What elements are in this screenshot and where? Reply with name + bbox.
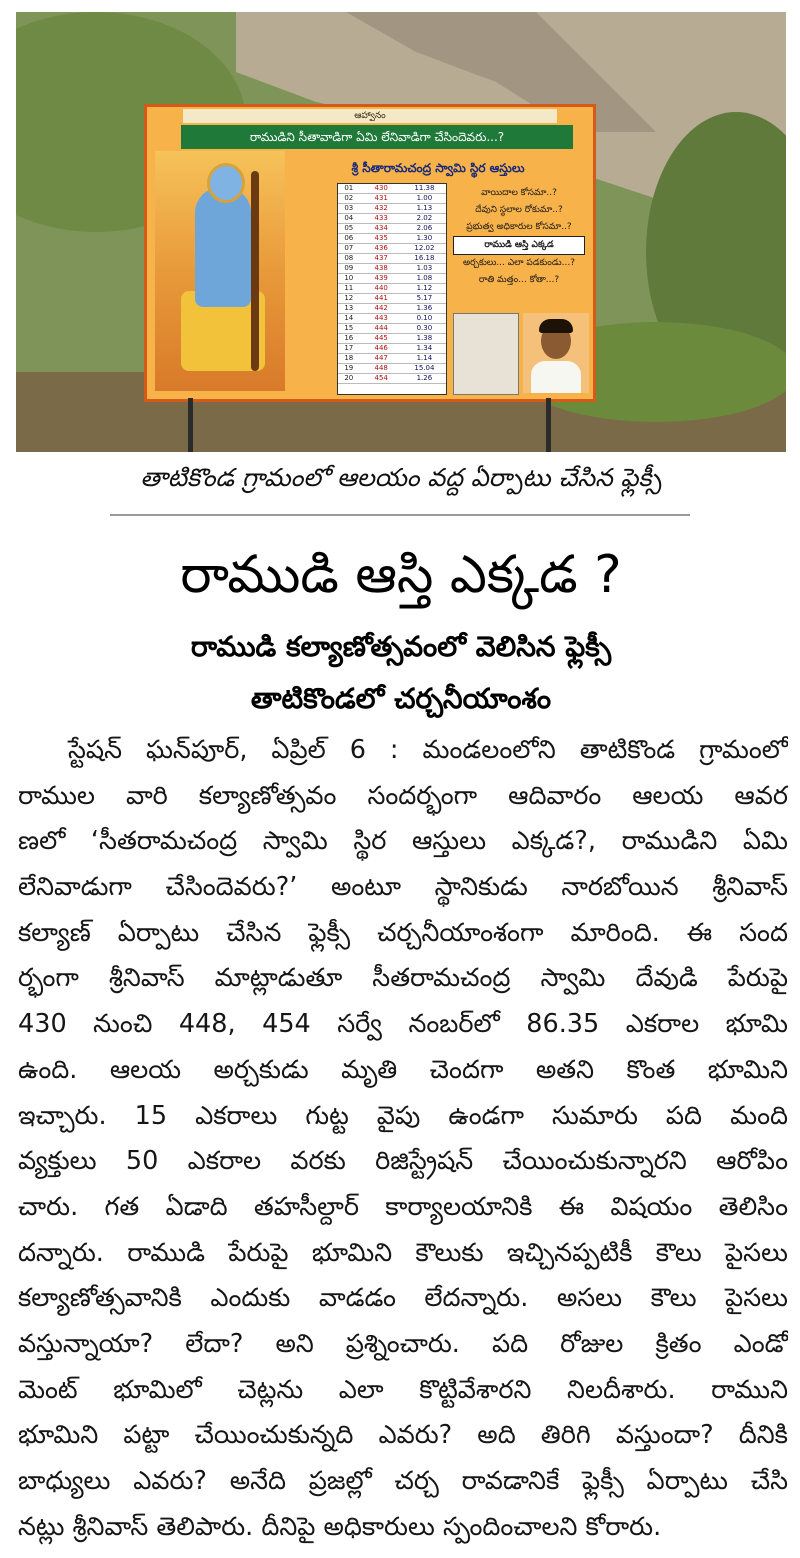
survey-table-cell: 08 [344, 254, 354, 262]
survey-table-row [338, 254, 446, 264]
flex-question-line: రాముడి ఆస్తి ఎక్కడ [453, 236, 585, 255]
survey-table-cell: 01 [344, 184, 354, 192]
article-line: భూమిని పట్టా చేయించుకున్నది ఎవరు? అది తిరిగి వస్తుందా? దీనికి [18, 1420, 788, 1451]
survey-table-cell: 432 [374, 204, 388, 212]
article-line: కల్యాణ్ ఏర్పాటు చేసిన ఫ్లెక్సీ చర్చనీయాంశంగా మారింది. ఈ సంద [18, 917, 788, 948]
flex-question-line: అర్చకులు... ఎలా పడకుండు...? [462, 258, 575, 268]
article-line: వ్యక్తులు 50 ఎకరాల వరకు రిజిస్ట్రేషన్ చేయించుకున్నారని ఆరోపిం [18, 1146, 788, 1177]
survey-table-cell: 1.14 [416, 354, 433, 362]
survey-table-cell: 1.38 [416, 334, 433, 342]
subheadline-1: రాముడి కల్యాణోత్సవంలో వెలిసిన ఫ్లెక్సీ [190, 630, 612, 663]
survey-table-cell: 443 [374, 314, 388, 322]
article-line: 430 నుంచి 448, 454 సర్వే నంబర్‌లో 86.35 ఎకరాల భూమి [18, 1009, 788, 1040]
flex-question-line: రాతి మత్తం... కోతా...? [478, 275, 560, 285]
survey-table-row [338, 284, 446, 294]
article-line: ఇచ్చారు. 15 ఎకరాలు గుట్ట వైపు ఉండగా సుమారు పది మంది [18, 1100, 788, 1131]
survey-table-row [338, 244, 446, 254]
survey-table-cell: 433 [374, 214, 388, 222]
survey-table-cell: 12.02 [414, 244, 435, 252]
divider-line [110, 514, 690, 516]
survey-table-cell: 16 [344, 334, 354, 342]
survey-table-cell: 444 [374, 324, 388, 332]
article-line: ణలో ‘సీతరామచంద్ర స్వామి స్థిర ఆస్తులు ఎక్కడ?, రాముడిని ఏమి [18, 826, 788, 857]
survey-table-row [338, 184, 446, 194]
survey-table-row [338, 264, 446, 274]
article-body [18, 728, 788, 1550]
survey-table-cell: 11.38 [414, 184, 435, 192]
survey-table-cell: 437 [374, 254, 388, 262]
survey-table-cell: 1.03 [416, 264, 433, 272]
survey-table-cell: 2.02 [416, 214, 433, 222]
survey-table-row [338, 334, 446, 344]
survey-table-row [338, 344, 446, 354]
news-photo [16, 12, 786, 452]
article-line: ర్భంగా శ్రీనివాస్ మాట్లాడుతూ సీతరామచంద్ర స్వామి దేవుడి పేరుపై [18, 963, 788, 994]
survey-table-cell: 18 [344, 354, 354, 362]
article-line: నట్లు శ్రీనివాస్ తెలిపారు. దీనిపై అధికారులు స్పందించాలని కోరారు. [18, 1511, 662, 1542]
survey-table-cell: 10 [344, 274, 354, 282]
article-line: వస్తున్నాయా? లేదా? అని ప్రశ్నించారు. పది రోజుల క్రితం ఎండో [18, 1328, 788, 1359]
survey-table-cell: 430 [374, 184, 388, 192]
survey-table-row [338, 314, 446, 324]
survey-table-cell: 1.34 [416, 344, 433, 352]
survey-table-cell: 1.00 [416, 194, 433, 202]
survey-table-cell: 1.36 [416, 304, 433, 312]
subheadline-2: తాటికొండలో చర్చనీయాంశం [250, 682, 552, 715]
flex-question-line: వాయిదాల కోసమా..? [481, 188, 557, 198]
article-line: స్టేషన్ ఘన్‌పూర్, ఏప్రిల్ 6 : మండలంలోని తాటికొండ గ్రామంలో [68, 735, 788, 765]
survey-table-row [338, 294, 446, 304]
survey-table-cell: 431 [374, 194, 388, 202]
survey-table-cell: 06 [344, 234, 354, 242]
survey-table-cell: 1.08 [416, 274, 433, 282]
survey-table-cell: 454 [374, 374, 388, 382]
survey-table-cell: 15 [344, 324, 354, 332]
article-line: ఉంది. ఆలయ అర్చకుడు మృతి చెందగా అతని కొంత భూమిని [18, 1054, 788, 1085]
survey-table-cell: 12 [344, 294, 354, 302]
survey-table-cell: 20 [344, 374, 354, 382]
article-line: మెంట్ భూమిలో చెట్లను ఎలా కొట్టివేశారని నిలదీశారు. రాముని [18, 1374, 788, 1405]
survey-table-cell: 447 [374, 354, 388, 362]
flex-question-lines [453, 185, 585, 305]
survey-table-cell: 446 [374, 344, 388, 352]
survey-table-cell: 11 [344, 284, 354, 292]
survey-table-cell: 1.26 [416, 374, 433, 382]
survey-table-cell: 13 [344, 304, 354, 312]
survey-table-cell: 1.30 [416, 234, 433, 242]
survey-table-cell: 445 [374, 334, 388, 342]
survey-table-cell: 5.17 [416, 294, 433, 302]
banner-post-right [546, 398, 551, 452]
article-line: లేనివాడుగా చేసిందెవరు?’ అంటూ స్థానికుడు నారబోయిన శ్రీనివాస్ [18, 872, 788, 903]
banner-post-left [188, 398, 193, 452]
person-shirt [531, 361, 581, 393]
survey-table-cell: 439 [374, 274, 388, 282]
article-line: దన్నారు. రాముడి పేరుపై భూమిని కౌలుకు ఇచ్చినప్పటికీ కౌలు పైసలు [18, 1237, 788, 1268]
survey-table-row [338, 354, 446, 364]
deity-head [207, 163, 245, 203]
survey-table-cell: 19 [344, 364, 354, 372]
survey-table-row [338, 324, 446, 334]
survey-table-cell: 04 [344, 214, 354, 222]
survey-table-cell: 0.30 [416, 324, 433, 332]
flex-top-line: ఆహ్వానం [183, 109, 557, 123]
flex-question-line: ప్రభుత్వ అధికారుల కోసమా..? [466, 222, 572, 232]
survey-table-row [338, 304, 446, 314]
article-line: చారు. గత ఏడాది తహసీల్దార్ కార్యాలయానికి ఈ విషయం తెలిసిం [18, 1191, 788, 1222]
survey-table-cell: 16.18 [414, 254, 435, 262]
survey-table-cell: 17 [344, 344, 354, 352]
survey-table-row [338, 364, 446, 374]
survey-table-cell: 434 [374, 224, 388, 232]
survey-table-cell: 07 [344, 244, 354, 252]
survey-table-cell: 15.04 [414, 364, 435, 372]
survey-table [337, 183, 447, 395]
headline: రాముడి ఆస్తి ఎక్కడ ? [180, 545, 622, 605]
flex-subtitle: శ్రీ సీతారామచంద్ర స్వామి స్థిర ఆస్తులు [351, 161, 525, 175]
survey-table-cell: 441 [374, 294, 388, 302]
survey-table-cell: 2.06 [416, 224, 433, 232]
survey-table-row [338, 194, 446, 204]
person-photo [523, 313, 589, 393]
survey-table-row [338, 274, 446, 284]
survey-table-cell: 435 [374, 234, 388, 242]
survey-table-cell: 0.10 [416, 314, 433, 322]
person-hair [539, 319, 573, 333]
survey-table-cell: 442 [374, 304, 388, 312]
survey-table-row [338, 214, 446, 224]
survey-table-cell: 05 [344, 224, 354, 232]
survey-table-cell: 436 [374, 244, 388, 252]
survey-table-cell: 02 [344, 194, 354, 202]
survey-table-cell: 03 [344, 204, 354, 212]
survey-table-row [338, 204, 446, 214]
survey-table-cell: 14 [344, 314, 354, 322]
survey-table-cell: 09 [344, 264, 354, 272]
deity-body [195, 187, 251, 307]
survey-table-row [338, 374, 446, 384]
survey-table-row [338, 234, 446, 244]
flex-banner-title: రాముడిని సీతావాడిగా ఏమి లేనివాడిగా చేసిందెవరు...? [181, 125, 573, 149]
article-line: కల్యాణోత్సవానికి ఎందుకు వాడడం లేదన్నారు. అసలు కౌలు పైసలు [18, 1283, 788, 1314]
survey-table-cell: 448 [374, 364, 388, 372]
photo-caption: తాటికొండ గ్రామంలో ఆలయం వద్ద ఏర్పాటు చేసిన ఫ్లెక్సీ [140, 463, 662, 492]
deity-bow [251, 171, 259, 371]
survey-table-cell: 438 [374, 264, 388, 272]
survey-table-cell: 1.12 [416, 284, 433, 292]
survey-table-cell: 440 [374, 284, 388, 292]
survey-table-row [338, 224, 446, 234]
article-line: రాముల వారి కల్యాణోత్సవం సందర్భంగా ఆదివారం ఆలయ ఆవర [18, 780, 788, 811]
flex-question-line: దేవుని స్థలాల రోకుమా..? [475, 205, 563, 215]
flex-banner [144, 104, 596, 402]
survey-table-cell: 1.13 [416, 204, 433, 212]
deity-image [155, 151, 285, 391]
article-line: బాధ్యులు ఎవరు? అనేది ప్రజల్లో చర్చ రావడానికే ఫ్లెక్సీ ఏర్పాటు చేసి [18, 1466, 788, 1496]
document-image [453, 313, 519, 395]
